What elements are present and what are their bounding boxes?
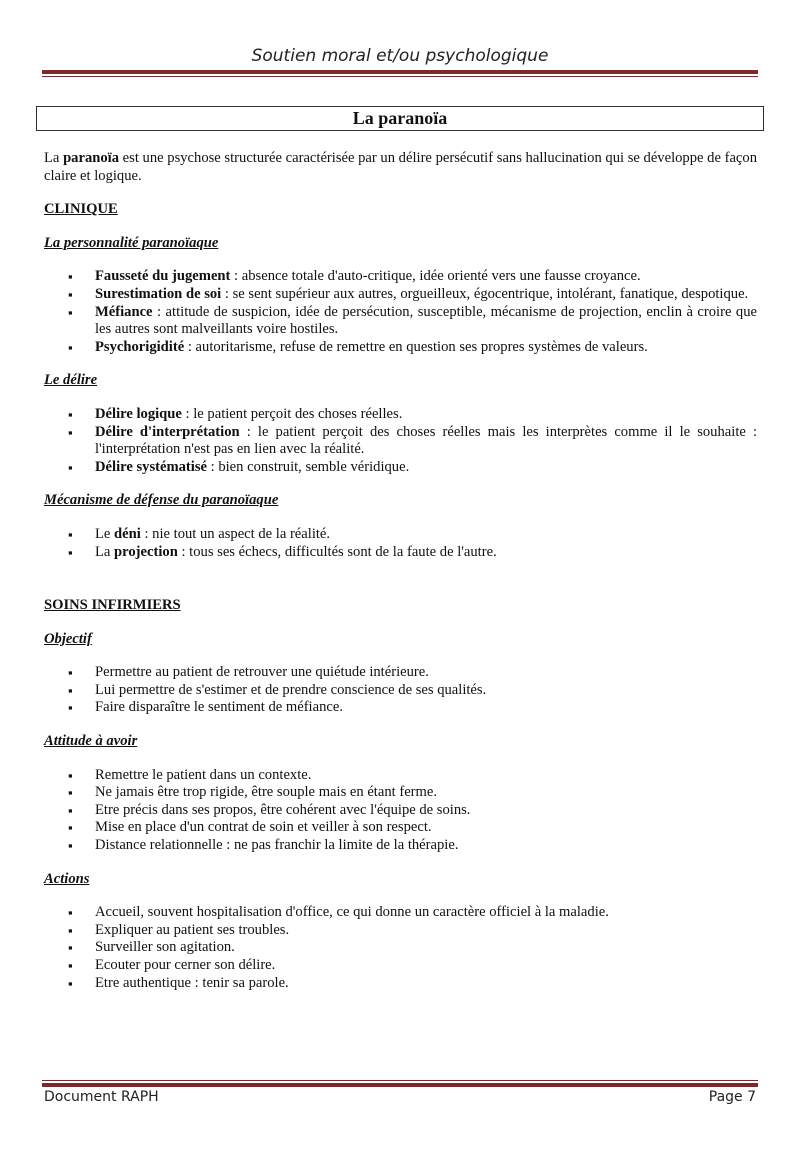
intro-paragraph — [44, 150, 757, 185]
list-personnalite — [44, 268, 757, 356]
item-text: : le patient perçoit des choses réelles. — [181, 405, 403, 422]
list-item: ▪ Etre authentique : tenir sa parole. — [44, 975, 757, 993]
list-item: ▪ Etre précis dans ses propos, être cohérent avec l'équipe de soins. — [44, 802, 757, 820]
document-body — [44, 150, 757, 1008]
list-item — [44, 526, 757, 544]
list-item — [44, 339, 757, 357]
list-item — [44, 544, 757, 562]
list-item: ▪ Distance relationnelle : ne pas franchir la limite de la thérapie. — [44, 837, 757, 855]
header-rule-thick — [42, 70, 758, 74]
footer-rule-thick — [42, 1083, 758, 1087]
item-term: Délire logique — [95, 405, 182, 422]
list-item: ▪ Surveiller son agitation. — [44, 939, 757, 957]
section-spacer — [44, 577, 757, 597]
item-term: Délire d'interprétation — [95, 423, 240, 440]
item-term: Psychorigidité — [95, 338, 185, 355]
item-term: Méfiance — [95, 303, 153, 320]
footer-document-name: Document RAPH — [44, 1089, 159, 1105]
list-item — [44, 459, 757, 477]
item-text: : nie tout un aspect de la réalité. — [140, 525, 331, 542]
item-term: projection — [114, 543, 178, 560]
list-item: ▪ Expliquer au patient ses troubles. — [44, 922, 757, 940]
item-text: : absence totale d'auto-critique, idée orienté vers une fausse croyance. — [230, 268, 641, 285]
intro-text: est une psychose structurée caractérisée par un délire persécutif sans hallucination qui se développe de façon claire et logique. — [44, 150, 757, 184]
list-item: ▪ Lui permettre de s'estimer et de prendre conscience de ses qualités. — [44, 682, 757, 700]
list-attitude — [44, 767, 757, 855]
item-text: : se sent supérieur aux autres, orgueilleux, égocentrique, intolérant, fanatique, despotique. — [221, 285, 749, 302]
item-term: Fausseté du jugement — [95, 268, 231, 285]
list-item: ▪ Ecouter pour cerner son délire. — [44, 957, 757, 975]
list-item — [44, 268, 757, 286]
list-mecanisme — [44, 526, 757, 561]
subheading-objectif: Objectif — [44, 630, 92, 647]
subheading-personnalite: La personnalité paranoïaque — [44, 234, 219, 251]
list-item: ▪ Mise en place d'un contrat de soin et veiller à son respect. — [44, 819, 757, 837]
list-item — [44, 424, 757, 459]
list-item: ▪ Remettre le patient dans un contexte. — [44, 767, 757, 785]
item-text: : bien construit, semble véridique. — [206, 458, 410, 475]
item-text: : tous ses échecs, difficultés sont de la faute de l'autre. — [177, 543, 497, 560]
subheading-mecanisme: Mécanisme de défense du paranoïaque — [44, 492, 279, 509]
header-title: Soutien moral et/ou psychologique — [251, 46, 549, 66]
list-objectif — [44, 664, 757, 717]
list-item: ▪ Accueil, souvent hospitalisation d'office, ce qui donne un caractère officiel à la maladie. — [44, 904, 757, 922]
list-item — [44, 304, 757, 339]
subheading-attitude: Attitude à avoir — [44, 733, 138, 750]
item-text: : autoritarisme, refuse de remettre en question ses propres systèmes de valeurs. — [184, 338, 648, 355]
subheading-delire: Le délire — [44, 372, 98, 389]
item-prefix: Le — [95, 525, 115, 542]
document-title: La paranoïa — [36, 106, 764, 131]
section-heading-clinique: CLINIQUE — [44, 201, 118, 218]
footer-page-number: Page 7 — [708, 1089, 756, 1105]
header-rule-thin — [42, 76, 758, 77]
list-delire — [44, 406, 757, 476]
intro-term: paranoïa — [63, 150, 120, 166]
list-actions — [44, 904, 757, 992]
list-item — [44, 286, 757, 304]
item-term: déni — [114, 525, 141, 542]
list-item: ▪ Ne jamais être trop rigide, être souple mais en étant ferme. — [44, 784, 757, 802]
list-item — [44, 406, 757, 424]
item-term: Surestimation de soi — [95, 285, 222, 302]
item-term: Délire systématisé — [95, 458, 207, 475]
item-text: : le patient perçoit des choses réelles mais les interprètes comme il le souhaite : l'interprétation n'est pas en lien avec la réalité. — [95, 423, 757, 458]
section-heading-soins: SOINS INFIRMIERS — [44, 597, 181, 614]
intro-prefix: La — [44, 150, 64, 166]
list-item: ▪ Permettre au patient de retrouver une quiétude intérieure. — [44, 664, 757, 682]
list-item: ▪ Faire disparaître le sentiment de méfiance. — [44, 699, 757, 717]
item-prefix: La — [95, 543, 115, 560]
footer-rule-thin — [42, 1080, 758, 1081]
item-text: : attitude de suspicion, idée de persécution, susceptible, mécanisme de projection, enclin à croire que les autres sont malveillants voire hostiles. — [95, 303, 757, 338]
subheading-actions: Actions — [44, 870, 90, 887]
